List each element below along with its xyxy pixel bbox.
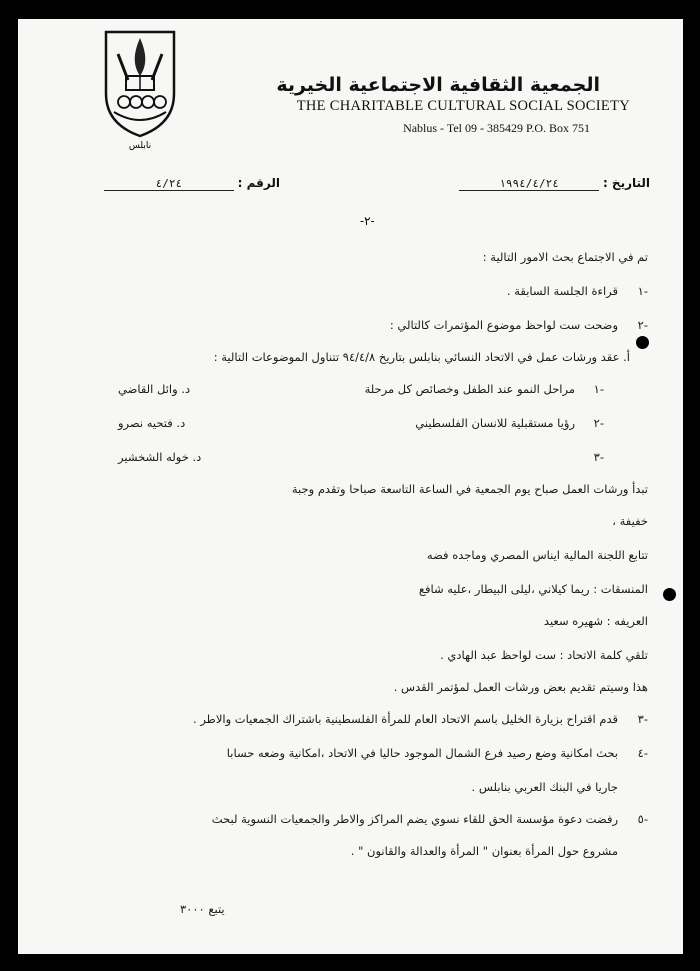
item-4-continued: جاريا في البنك العربي بنابلس . xyxy=(471,780,618,794)
workshop-start-continued: خفيفة ، xyxy=(612,514,648,528)
union-speech: تلقي كلمة الاتحاد : ست لواحظ عبد الهادي . xyxy=(440,648,648,662)
item-5-text: رفضت دعوة مؤسسة الحق للقاء نسوي يضم المراكز والاطر والجمعيات النسوية لبحث xyxy=(211,812,618,826)
continued-footer: يتبع ٣٠٠٠ xyxy=(180,902,225,916)
topic-3-number: -٣ xyxy=(593,450,604,464)
item-3-number: -٣ xyxy=(637,712,648,726)
organization-header xyxy=(270,74,630,136)
punch-hole-bottom xyxy=(663,588,676,601)
punch-hole-top xyxy=(636,336,649,349)
society-logo xyxy=(100,24,180,151)
item-2-text: وضحت ست لواحظ موضوع المؤتمرات كالتالي : xyxy=(389,318,618,332)
item-5-continued: مشروع حول المرأة بعنوان " المرأة والعدالة والقانون " . xyxy=(350,844,618,858)
item-1-text: قراءة الجلسة السابقة . xyxy=(506,284,618,298)
org-contact: Nablus - Tel 09 - 385429 P.O. Box 751 xyxy=(403,121,590,135)
finance-committee: تتابع اللجنة المالية ايناس المصري وماجده فضه xyxy=(426,548,648,562)
item-2-number: -٢ xyxy=(637,318,648,332)
topic-3-speaker: د. خوله الشخشير xyxy=(118,450,202,464)
presenter: العريفه : شهيره سعيد xyxy=(543,614,648,628)
date-value: ١٩٩٤/٤/٢٤ xyxy=(459,177,599,191)
item-1-number: -١ xyxy=(637,284,648,298)
item-5-number: -٥ xyxy=(637,812,648,826)
topic-2-speaker: د. فتحيه نصرو xyxy=(118,416,186,430)
topic-1-speaker: د. وائل القاضي xyxy=(118,382,191,396)
reference-field xyxy=(104,176,280,191)
org-name-arabic: الجمعية الثقافية الاجتماعية الخيرية xyxy=(276,74,600,96)
org-name-english: THE CHARITABLE CULTURAL SOCIAL SOCIETY xyxy=(296,98,630,114)
intro-line: تم في الاجتماع بحث الامور التالية : xyxy=(482,250,648,264)
item-4-number: -٤ xyxy=(637,746,648,760)
reference-label: الرقم : xyxy=(237,176,280,190)
topic-1-title: مراحل النمو عند الطفل وخصائص كل مرحلة xyxy=(364,382,575,396)
coordinators: المنسقات : ريما كيلاني ،ليلى البيطار ،عليه شافع xyxy=(418,582,648,596)
page-number: -٢- xyxy=(360,214,375,228)
workshop-start: تبدأ ورشات العمل صباح يوم الجمعية في الساعة التاسعة صباحا وتقدم وجبة xyxy=(291,482,648,496)
item-3-text: قدم اقتراح بزيارة الخليل باسم الاتحاد العام للمرأة الفلسطينية باشتراك الجمعيات والاطر . xyxy=(193,712,618,726)
item-4-text: بحث امكانية وضع رصيد فرع الشمال الموجود حاليا في الاتحاد ،امكانية وضعه حسابا xyxy=(226,746,618,760)
topic-2-number: -٢ xyxy=(593,416,604,430)
date-field xyxy=(459,176,650,191)
date-label: التاريخ : xyxy=(602,176,650,190)
topic-2-title: رؤيا مستقبلية للانسان الفلسطيني xyxy=(415,416,575,430)
topic-1-number: -١ xyxy=(593,382,604,396)
jerusalem-note: هذا وسيتم تقديم بعض ورشات العمل لمؤتمر القدس . xyxy=(393,680,648,694)
item-2a-text: أ. عقد ورشات عمل في الاتحاد النسائي بنابلس بتاريخ ٩٤/٤/٨ تتناول الموضوعات التالية : xyxy=(213,350,630,364)
reference-value: ٤/٢٤ xyxy=(104,177,234,191)
svg-text:نابلس: نابلس xyxy=(128,141,152,151)
